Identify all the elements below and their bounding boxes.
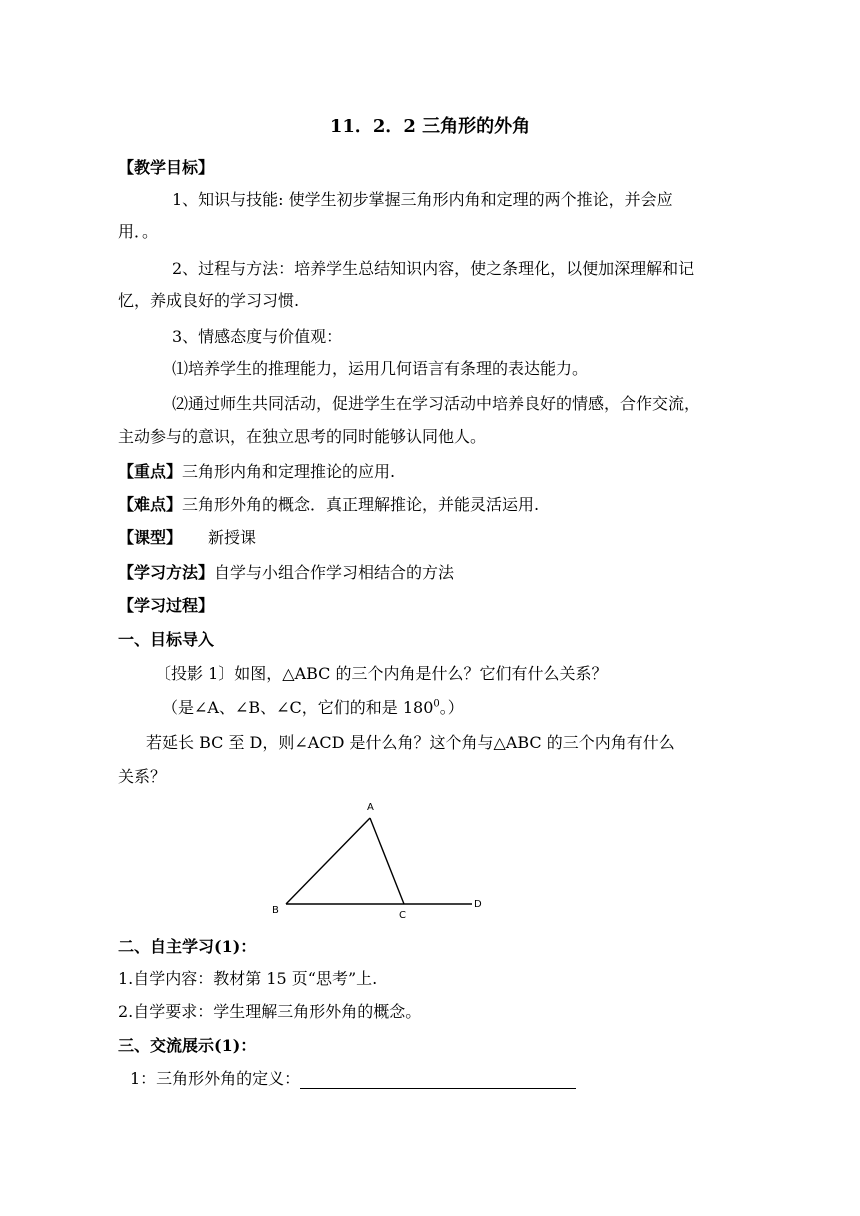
section-2-item-1: 1.自学内容：教材第 15 页“思考”上. [118, 969, 378, 988]
lesson-type-label: 【课型】 [118, 528, 183, 547]
vertex-c-label: C [399, 910, 406, 921]
objective-3-sub-2-line-2: 主动参与的意识，在独立思考的同时能够认同他人。 [118, 427, 487, 446]
process-heading: 【学习过程】 [118, 596, 215, 615]
side-ab [286, 818, 370, 904]
objective-1-line-1: 1、知识与技能: 使学生初步掌握三角形内角和定理的两个推论，并会应 [172, 190, 673, 209]
vertex-a-label: A [367, 802, 374, 813]
answer-prefix: （是∠A、∠B、∠C，它们的和是 180 [162, 698, 434, 717]
degree-superscript: 0 [433, 698, 440, 710]
section-3-heading: 三、交流展示(1)： [118, 1036, 257, 1055]
section-3-item-1 [130, 1069, 576, 1089]
section-1-extension-question-line-2: 关系？ [118, 767, 167, 786]
vertex-b-label: B [272, 905, 279, 916]
objective-2-line-1: 2、过程与方法：培养学生总结知识内容，使之条理化，以便加深理解和记 [172, 259, 695, 278]
section-1-projection-question: 〔投影 1〕如图，△ABC 的三个内角是什么？它们有什么关系？ [155, 664, 608, 683]
lesson-type [118, 528, 256, 548]
section-2-item-2: 2.自学要求：学生理解三角形外角的概念。 [118, 1002, 422, 1021]
objective-3-sub-1: ⑴培养学生的推理能力，运用几何语言有条理的表达能力。 [172, 359, 589, 378]
key-point [118, 462, 395, 482]
study-method-text: 自学与小组合作学习相结合的方法 [214, 563, 455, 582]
key-point-text: 三角形内角和定理推论的应用. [182, 462, 396, 481]
section-1-heading: 一、目标导入 [118, 630, 215, 649]
key-point-label: 【重点】 [118, 462, 183, 481]
objectives-heading: 【教学目标】 [118, 158, 215, 177]
objective-3-sub-2-line-1: ⑵通过师生共同活动，促进学生在学习活动中培养良好的情感，合作交流， [172, 394, 701, 413]
study-method [118, 563, 454, 583]
study-method-label: 【学习方法】 [118, 563, 215, 582]
difficulty [118, 495, 539, 515]
exterior-angle-definition-prompt: 1：三角形外角的定义： [130, 1069, 301, 1088]
section-1-answer [162, 698, 464, 718]
section-2-heading: 二、自主学习(1)： [118, 937, 257, 956]
objective-1-line-2: 用．。 [118, 222, 159, 241]
lesson-type-text: 新授课 [208, 528, 257, 547]
triangle-figure [262, 796, 492, 922]
section-1-extension-question-line-1: 若延长 BC 至 D，则∠ACD 是什么角？这个角与△ABC 的三个内角有什么 [146, 733, 675, 752]
objective-3: 3、情感态度与价值观： [172, 327, 343, 346]
answer-suffix: 。） [439, 698, 464, 717]
difficulty-text: 三角形外角的概念．真正理解推论，并能灵活运用. [182, 495, 540, 514]
page-title: 11．2．2 三角形的外角 [329, 116, 531, 137]
objective-2-line-2: 忆，养成良好的学习习惯. [118, 291, 300, 310]
side-ac [370, 818, 404, 904]
definition-answer-blank[interactable] [300, 1072, 576, 1089]
difficulty-label: 【难点】 [118, 495, 183, 514]
point-d-label: D [474, 899, 482, 910]
